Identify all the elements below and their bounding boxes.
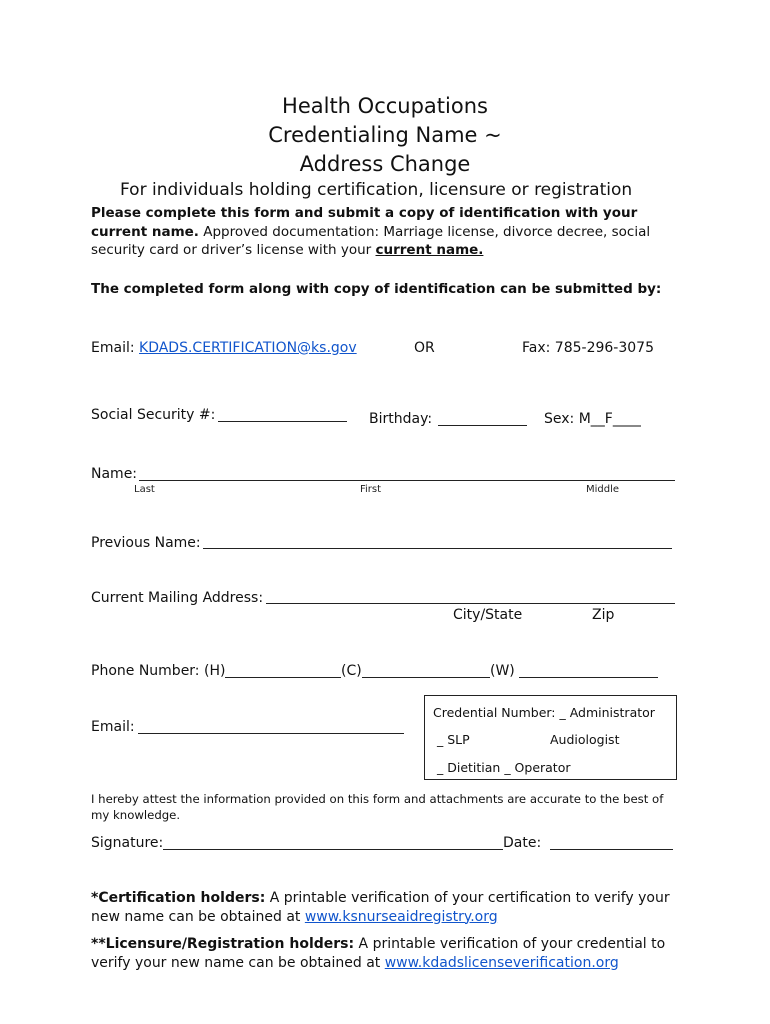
certification-registry-link[interactable]: www.ksnurseaidregistry.org [304, 908, 498, 925]
previous-name-label: Previous Name: [91, 535, 201, 551]
license-verification-link[interactable]: www.kdadslicenseverification.org [384, 954, 619, 971]
email-contact-link[interactable]: KDADS.CERTIFICATION@ks.gov [139, 340, 357, 356]
phone-cell-field[interactable] [362, 677, 490, 678]
name-field[interactable] [139, 480, 675, 481]
ssn-label: Social Security #: [91, 407, 216, 423]
name-last-caption: Last [134, 484, 155, 495]
mailing-address-field[interactable] [266, 603, 675, 604]
email-contact [91, 340, 357, 356]
mailing-address-label: Current Mailing Address: [91, 590, 264, 606]
email-contact-label: Email: [91, 340, 140, 356]
approved-docs-text: Approved documentation: Marriage license, divorce decree, social security card or driver’s license with your [91, 223, 651, 258]
phone-work-label: (W) [490, 663, 515, 679]
certification-note-text: A printable verification of your certification to verify your new name can be obtained at [91, 890, 670, 925]
current-name-text: current name. [375, 242, 484, 258]
licensure-holders-label: **Licensure/Registration holders: [91, 936, 355, 952]
signature-field[interactable] [163, 849, 503, 850]
credential-dietitian-operator-line[interactable]: _ Dietitian _ Operator [437, 760, 571, 775]
instructions-paragraph [91, 204, 676, 260]
credential-box [424, 695, 677, 780]
licensure-note-text: A printable verification of your credential to verify your new name can be obtained at [91, 936, 666, 971]
email-field[interactable] [138, 733, 404, 734]
licensure-note [91, 935, 676, 972]
fax-text: Fax: 785-296-3075 [522, 340, 654, 356]
certification-holders-label: *Certification holders: [91, 890, 266, 906]
title-line-3: Address Change [299, 152, 471, 176]
name-label: Name: [91, 466, 138, 482]
title-line-2: Credentialing Name ~ [268, 123, 502, 147]
title-line-1: Health Occupations [282, 94, 488, 118]
phone-work-field[interactable] [519, 677, 658, 678]
email-label: Email: [91, 719, 135, 735]
name-first-caption: First [360, 484, 382, 495]
instructions-bold: Please complete this form and submit a copy of identification with your current name. [91, 205, 638, 240]
phone-home-field[interactable] [225, 677, 341, 678]
or-text: OR [414, 340, 435, 356]
signature-label: Signature: [91, 835, 164, 851]
phone-cell-label: (C) [341, 663, 362, 679]
date-label: Date: [503, 835, 542, 851]
phone-label: Phone Number: (H) [91, 663, 226, 679]
subtitle: For individuals holding certification, licensure or registration [120, 180, 633, 200]
certification-note [91, 889, 676, 926]
credential-number-line[interactable]: Credential Number: _ Administrator [433, 705, 655, 720]
date-field[interactable] [550, 849, 673, 850]
credential-slp-option[interactable]: _ SLP [437, 732, 470, 747]
sex-field[interactable]: Sex: M__F____ [544, 411, 641, 427]
credential-audiologist-option[interactable]: Audiologist [550, 732, 620, 747]
submit-heading: The completed form along with copy of identification can be submitted by: [91, 281, 662, 297]
birthday-label: Birthday: [369, 411, 433, 427]
ssn-field[interactable] [218, 421, 347, 422]
previous-name-field[interactable] [203, 548, 672, 549]
city-state-caption: City/State [453, 607, 523, 623]
form-title [0, 92, 770, 179]
zip-caption: Zip [592, 607, 615, 623]
name-middle-caption: Middle [586, 484, 620, 495]
attest-text: I hereby attest the information provided on this form and attachments are accurate to the best of my knowledge. [91, 792, 664, 822]
birthday-field[interactable] [438, 425, 527, 426]
